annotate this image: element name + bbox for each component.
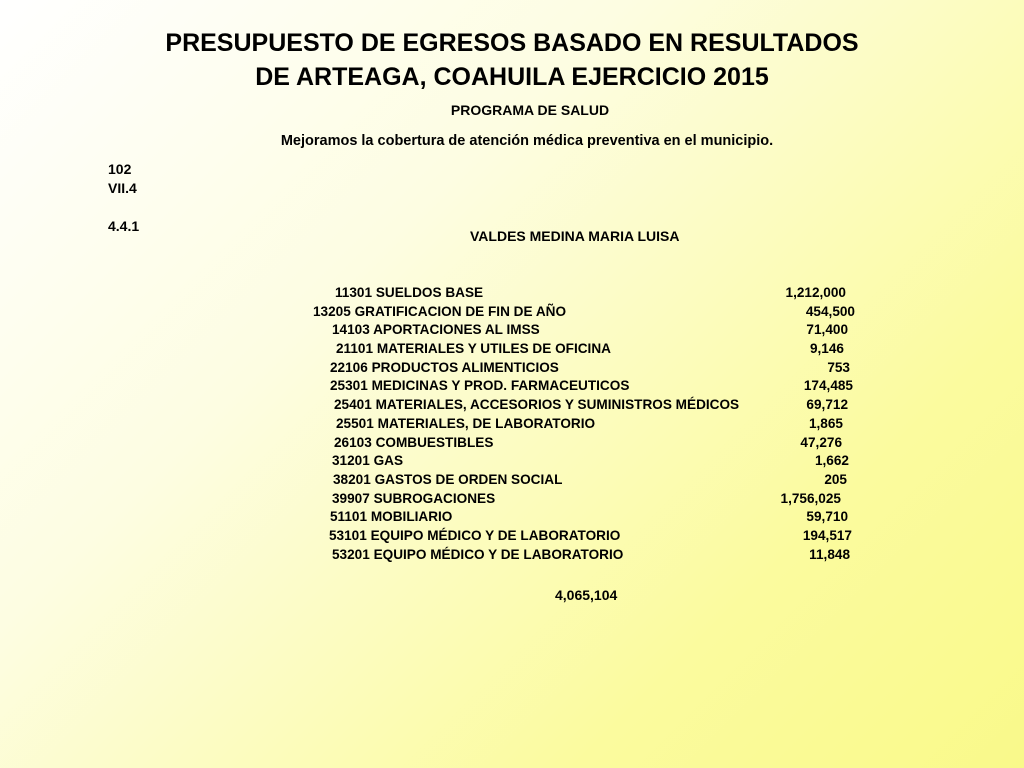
- code-axis: VII.4: [108, 180, 137, 196]
- program-objective: Mejoramos la cobertura de atención médica preventiva en el municipio.: [280, 133, 774, 149]
- budget-item-label: 14103 APORTACIONES AL IMSS: [332, 322, 540, 338]
- budget-item: [300, 416, 900, 435]
- budget-item-label: 31201 GAS: [332, 453, 404, 469]
- budget-item-label: 25301 MEDICINAS Y PROD. FARMACEUTICOS: [330, 378, 630, 394]
- budget-item-amount: 1,212,000: [785, 285, 846, 300]
- budget-item-label: 26103 COMBUESTIBLES: [334, 434, 494, 450]
- budget-item-amount: 194,517: [802, 527, 852, 543]
- budget-item: [300, 397, 900, 416]
- program-name: PROGRAMA DE SALUD: [450, 102, 610, 118]
- budget-item-label: 11301 SUELDOS BASE: [335, 285, 484, 300]
- responsible-person: VALDES MEDINA MARIA LUISA: [470, 228, 680, 244]
- budget-item: [300, 285, 900, 304]
- title-line-2: DE ARTEAGA, COAHUILA EJERCICIO 2015: [255, 63, 769, 91]
- budget-item: [300, 472, 900, 491]
- budget-item: [300, 453, 900, 472]
- budget-item-label: 21101 MATERIALES Y UTILES DE OFICINA: [336, 341, 611, 357]
- budget-item-label: 51101 MOBILIARIO: [330, 509, 453, 525]
- budget-item-amount: 205: [824, 471, 847, 487]
- budget-item-amount: 454,500: [805, 303, 855, 319]
- budget-item-label: 38201 GASTOS DE ORDEN SOCIAL: [333, 471, 563, 487]
- budget-item-amount: 174,485: [803, 378, 853, 394]
- budget-item-amount: 9,146: [809, 341, 844, 357]
- budget-item-amount: 71,400: [806, 322, 848, 338]
- budget-item: [300, 304, 900, 323]
- budget-total: 4,065,104: [555, 587, 618, 603]
- budget-item-amount: 753: [827, 359, 850, 375]
- budget-item-amount: 59,710: [806, 509, 848, 525]
- budget-item-label: 25401 MATERIALES, ACCESORIOS Y SUMINISTROS MÉDICOS: [334, 397, 740, 413]
- budget-item-label: 25501 MATERIALES, DE LABORATORIO: [336, 415, 596, 431]
- budget-item-amount: 1,662: [814, 453, 849, 469]
- budget-item: [300, 528, 900, 547]
- budget-item: [300, 491, 900, 510]
- budget-item: [300, 341, 900, 360]
- budget-item: [300, 322, 900, 341]
- code-line: 4.4.1: [108, 218, 140, 234]
- budget-items-list: [300, 285, 900, 565]
- code-program-number: 102: [108, 161, 132, 177]
- budget-item: [300, 509, 900, 528]
- budget-item-label: 53101 EQUIPO MÉDICO Y DE LABORATORIO: [329, 527, 621, 543]
- budget-item-label: 53201 EQUIPO MÉDICO Y DE LABORATORIO: [332, 546, 624, 562]
- program-codes: [108, 160, 139, 236]
- budget-item-label: 22106 PRODUCTOS ALIMENTICIOS: [330, 359, 559, 375]
- budget-item-amount: 1,756,025: [780, 490, 841, 506]
- budget-item-label: 39907 SUBROGACIONES: [332, 490, 496, 506]
- budget-item: [300, 435, 900, 454]
- budget-item: [300, 378, 900, 397]
- page-title: [0, 26, 1024, 94]
- budget-item-label: 13205 GRATIFICACION DE FIN DE AÑO: [313, 303, 567, 319]
- budget-item: [300, 360, 900, 379]
- budget-item-amount: 11,848: [809, 546, 850, 562]
- budget-item-amount: 69,712: [806, 397, 848, 413]
- title-line-1: PRESUPUESTO DE EGRESOS BASADO EN RESULTADOS: [165, 29, 859, 57]
- budget-item-amount: 1,865: [808, 415, 843, 431]
- budget-item: [300, 547, 900, 566]
- budget-item-amount: 47,276: [800, 434, 842, 450]
